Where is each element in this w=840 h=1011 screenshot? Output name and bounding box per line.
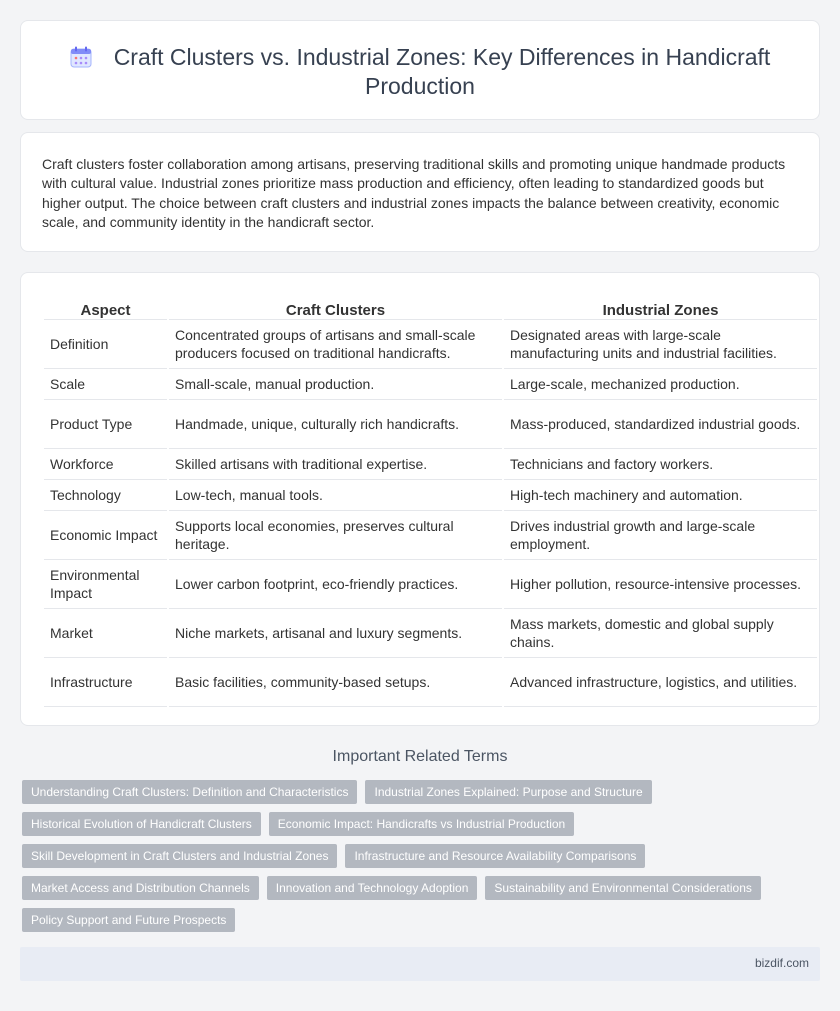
- page-title-row: [21, 43, 819, 101]
- page-title: Craft Clusters vs. Industrial Zones: Key Differences in Handicraft Production: [113, 44, 771, 99]
- cell-industrial-zones: Higher pollution, resource-intensive processes.: [504, 560, 817, 609]
- cell-industrial-zones: Large-scale, mechanized production.: [504, 369, 817, 400]
- header-card: [20, 20, 820, 120]
- cell-craft-clusters: Low-tech, manual tools.: [169, 480, 502, 511]
- table-header-row: [44, 298, 817, 320]
- calendar-icon: [70, 46, 92, 68]
- related-term-tag[interactable]: Policy Support and Future Prospects: [22, 908, 235, 932]
- cell-industrial-zones: High-tech machinery and automation.: [504, 480, 817, 511]
- header-aspect: Aspect: [44, 298, 167, 320]
- related-term-tag[interactable]: Historical Evolution of Handicraft Clusters: [22, 812, 261, 836]
- related-term-tag[interactable]: Infrastructure and Resource Availability Comparisons: [345, 844, 645, 868]
- cell-industrial-zones: Technicians and factory workers.: [504, 449, 817, 480]
- cell-aspect: Environmental Impact: [44, 560, 167, 609]
- cell-aspect: Definition: [44, 320, 167, 369]
- cell-craft-clusters: Handmade, unique, culturally rich handicrafts.: [169, 400, 502, 449]
- comparison-card: [20, 272, 820, 726]
- table-row: [44, 449, 817, 480]
- intro-card: [20, 132, 820, 252]
- related-terms-list: [22, 780, 762, 932]
- cell-craft-clusters: Small-scale, manual production.: [169, 369, 502, 400]
- related-terms-heading: Important Related Terms: [332, 748, 508, 765]
- comparison-table: [42, 298, 819, 707]
- table-row: [44, 369, 817, 400]
- cell-aspect: Market: [44, 609, 167, 658]
- cell-industrial-zones: Mass markets, domestic and global supply chains.: [504, 609, 817, 658]
- related-term-tag[interactable]: Industrial Zones Explained: Purpose and Structure: [365, 780, 651, 804]
- cell-craft-clusters: Concentrated groups of artisans and small-scale producers focused on traditional handicrafts.: [169, 320, 502, 369]
- cell-craft-clusters: Skilled artisans with traditional expertise.: [169, 449, 502, 480]
- related-term-tag[interactable]: Understanding Craft Clusters: Definition and Characteristics: [22, 780, 357, 804]
- cell-aspect: Product Type: [44, 400, 167, 449]
- cell-craft-clusters: Niche markets, artisanal and luxury segments.: [169, 609, 502, 658]
- cell-industrial-zones: Mass-produced, standardized industrial goods.: [504, 400, 817, 449]
- cell-aspect: Technology: [44, 480, 167, 511]
- cell-craft-clusters: Lower carbon footprint, eco-friendly practices.: [169, 560, 502, 609]
- cell-craft-clusters: Supports local economies, preserves cultural heritage.: [169, 511, 502, 560]
- table-row: [44, 609, 817, 658]
- cell-industrial-zones: Advanced infrastructure, logistics, and utilities.: [504, 658, 817, 707]
- cell-industrial-zones: Designated areas with large-scale manufacturing units and industrial facilities.: [504, 320, 817, 369]
- related-term-tag[interactable]: Skill Development in Craft Clusters and Industrial Zones: [22, 844, 337, 868]
- header-industrial-zones: Industrial Zones: [504, 298, 817, 320]
- cell-aspect: Infrastructure: [44, 658, 167, 707]
- cell-aspect: Workforce: [44, 449, 167, 480]
- related-term-tag[interactable]: Market Access and Distribution Channels: [22, 876, 259, 900]
- table-row: [44, 560, 817, 609]
- table-row: [44, 511, 817, 560]
- table-row: [44, 480, 817, 511]
- related-term-tag[interactable]: Sustainability and Environmental Considerations: [485, 876, 760, 900]
- cell-craft-clusters: Basic facilities, community-based setups.: [169, 658, 502, 707]
- footer-brand[interactable]: bizdif.com: [754, 956, 809, 970]
- intro-paragraph: Craft clusters foster collaboration among artisans, preserving traditional skills and promoting unique handmade products with cultural value. Industrial zones prioritize mass production and efficiency, often leading to standardized goods but higher output. The choice between craft clusters and industrial zones impacts the balance between creativity, economic scale, and community identity in the handicraft sector.: [42, 156, 786, 230]
- table-row: [44, 400, 817, 449]
- cell-aspect: Economic Impact: [44, 511, 167, 560]
- header-craft-clusters: Craft Clusters: [169, 298, 502, 320]
- related-term-tag[interactable]: Innovation and Technology Adoption: [267, 876, 478, 900]
- cell-aspect: Scale: [44, 369, 167, 400]
- table-row: [44, 658, 817, 707]
- table-row: [44, 320, 817, 369]
- footer: [20, 947, 820, 981]
- related-term-tag[interactable]: Economic Impact: Handicrafts vs Industrial Production: [269, 812, 574, 836]
- cell-industrial-zones: Drives industrial growth and large-scale employment.: [504, 511, 817, 560]
